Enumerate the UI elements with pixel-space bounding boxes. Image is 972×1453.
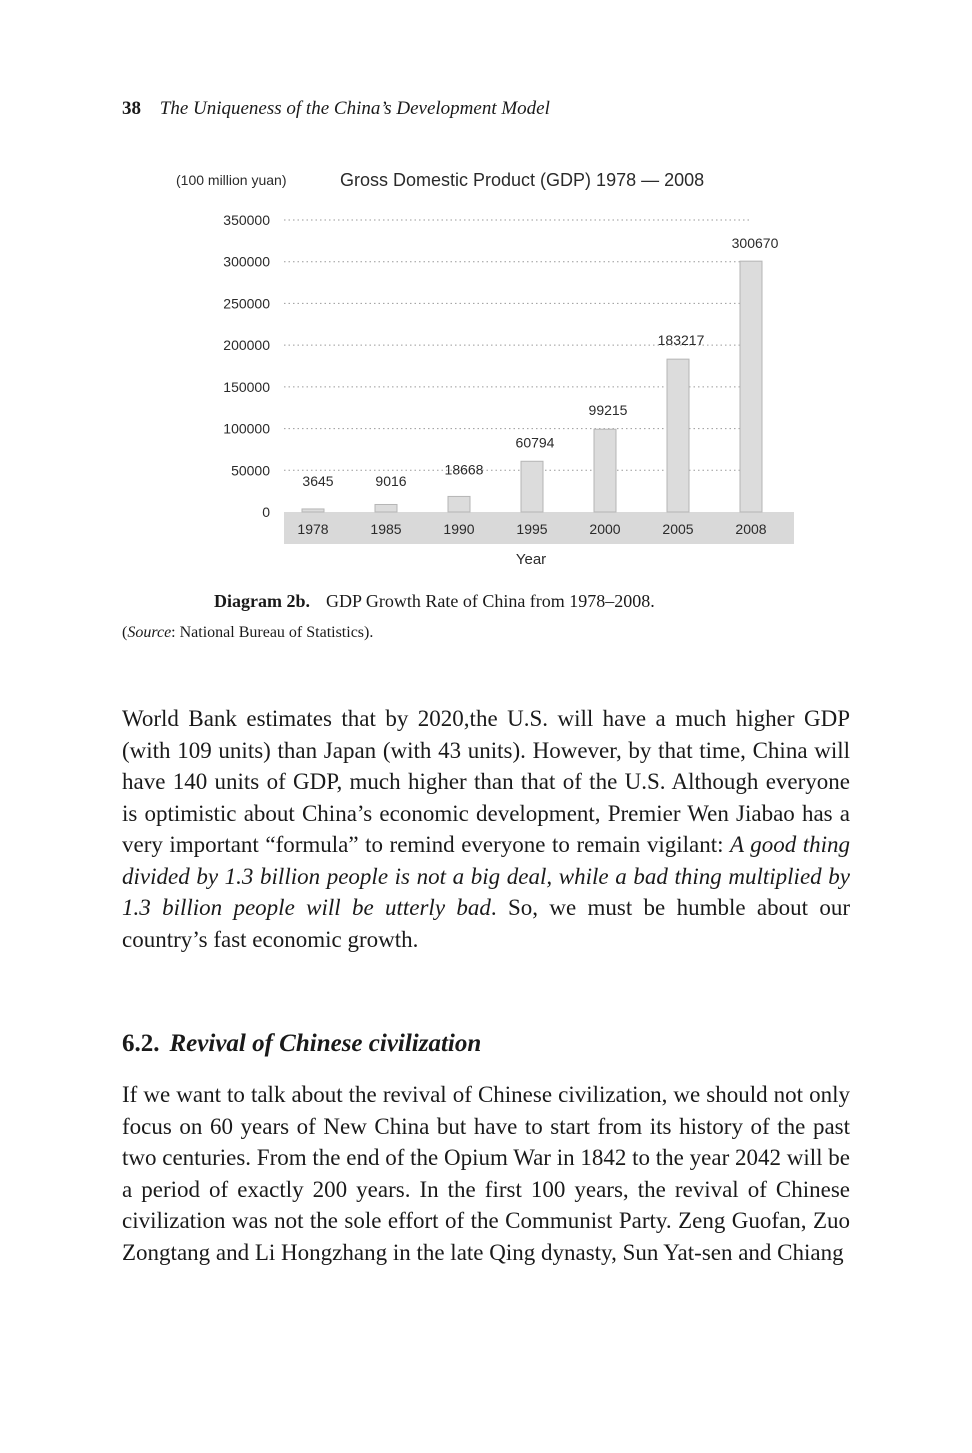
- bar: [594, 429, 616, 512]
- bar: [375, 504, 397, 512]
- x-tick-label: 1990: [443, 521, 475, 537]
- y-tick-label: 150000: [223, 378, 270, 395]
- section-number: 6.2.: [122, 1030, 160, 1057]
- para1-text1: World Bank estimates that by 2020,the U.S. will have a much higher GDP (with 109 units) than Japan (with 43 units). However, by that time, China will have 140 units of GDP, much higher than that of the U.S. Although everyone is optimistic about China’s economic development, Premier Wen Jiabao has a very important “formula” to remind everyone to remain vigilant:: [122, 706, 850, 857]
- data-label: 18668: [444, 461, 484, 478]
- y-tick-label: 200000: [223, 337, 270, 354]
- data-label: 99215: [588, 402, 628, 419]
- y-tick-label: 250000: [223, 295, 270, 312]
- body-paragraph-2: If we want to talk about the revival of Chinese civilization, we should not only focus on 60 years of New China but have to start from its history of the past two centuries. From the end of the Opium War in 1842 to the year 2042 will be a period of exactly 200 years. In the first 100 years, the revival of Chinese civilization was not the sole effort of the Communist Party. Zeng Guofan, Zuo Zongtang and Li Hongzhang in the late Qing dynasty, Sun Yat-sen and Chiang: [122, 1082, 850, 1265]
- bar: [667, 359, 689, 512]
- x-tick-label: 1995: [516, 521, 548, 537]
- source-text: : National Bureau of Statistics).: [171, 624, 374, 641]
- figure-source: [122, 624, 373, 642]
- para1-quote: A good thing divided by 1.3 billion people is not a big deal, while a bad thing multiplied by 1.3 billion people will be utterly bad: [122, 832, 851, 920]
- para1-text2: . So, we must be humble about our country’s fast economic growth.: [122, 895, 850, 952]
- body-paragraph-1: [122, 703, 850, 955]
- y-tick-label: 300000: [223, 253, 270, 270]
- page-number: 38: [122, 98, 141, 119]
- data-label: 9016: [375, 473, 407, 489]
- x-tick-label: 2000: [589, 521, 621, 537]
- running-head-title: The Uniqueness of the China’s Development Model: [159, 98, 550, 119]
- figure-caption: [214, 591, 655, 612]
- y-axis-ticks: [223, 212, 270, 520]
- y-tick-label: 100000: [223, 420, 270, 437]
- source-label: Source: [127, 624, 172, 641]
- y-tick-label: 50000: [231, 462, 270, 479]
- y-tick-label: 0: [262, 504, 270, 520]
- data-label: 3645: [302, 473, 334, 489]
- chart-title: Gross Domestic Product (GDP) 1978 — 2008: [340, 170, 705, 190]
- data-label: 183217: [657, 332, 705, 349]
- bar: [448, 496, 470, 512]
- gdp-chart: [160, 160, 800, 580]
- caption-text: GDP Growth Rate of China from 1978–2008.: [326, 591, 655, 611]
- caption-label: Diagram 2b.: [214, 591, 310, 611]
- data-labels: [302, 235, 778, 489]
- section-heading: [122, 1030, 481, 1058]
- x-tick-label: 2005: [662, 521, 694, 537]
- chart-unit-label: (100 million yuan): [176, 172, 287, 188]
- data-label: 300670: [731, 235, 779, 251]
- data-label: 60794: [515, 434, 555, 451]
- bar: [302, 509, 324, 512]
- bar: [740, 261, 762, 512]
- running-head: [122, 98, 550, 120]
- x-tick-label: 1978: [297, 521, 329, 537]
- x-axis-label: Year: [515, 551, 547, 568]
- section-title: Revival of Chinese civilization: [169, 1030, 482, 1057]
- x-tick-label: 1985: [370, 521, 402, 537]
- x-tick-label: 2008: [735, 521, 767, 537]
- y-tick-label: 350000: [223, 212, 270, 228]
- source-open: (: [122, 624, 128, 641]
- bar: [521, 461, 543, 512]
